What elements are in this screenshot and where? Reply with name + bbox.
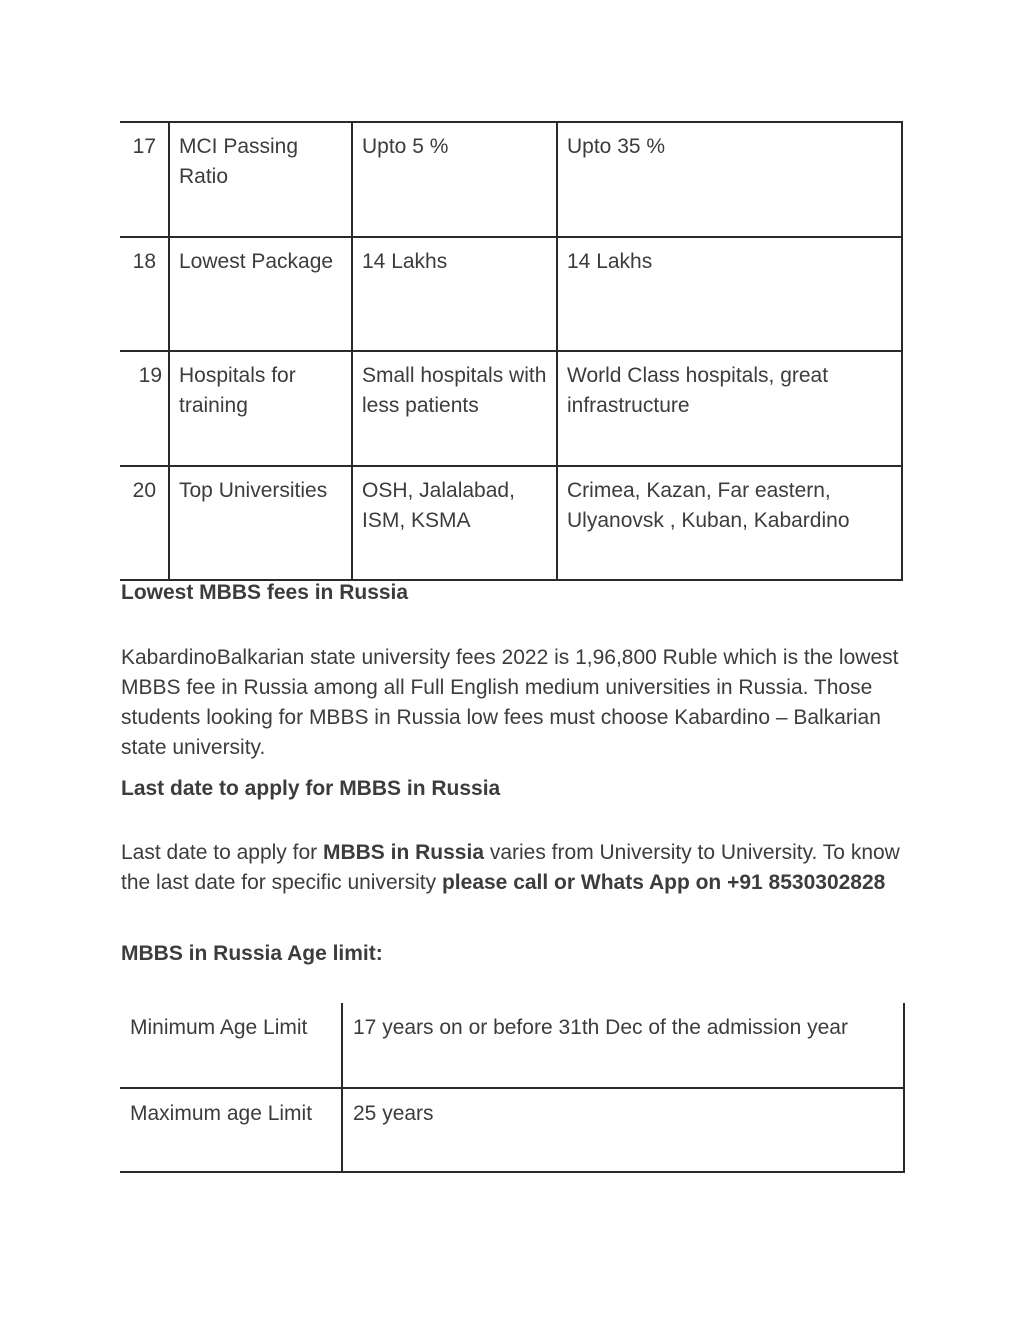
last-date-paragraph [121, 838, 911, 898]
age-heading: MBBS in Russia Age limit: [121, 942, 383, 965]
criterion-cell: Lowest Package [169, 237, 352, 352]
russia-cell: World Class hospitals, great infrastructure [557, 351, 902, 466]
age-label-cell: Maximum age Limit [120, 1088, 342, 1173]
criterion-cell: Top Universities [169, 466, 352, 581]
age-limit-table [120, 1003, 905, 1173]
russia-cell: Crimea, Kazan, Far eastern, Ulyanovsk , Kuban, Kabardino [557, 466, 902, 581]
russia-cell: 14 Lakhs [557, 237, 902, 352]
row-number: 18 [120, 237, 169, 352]
fees-heading: Lowest MBBS fees in Russia [121, 581, 409, 604]
row-number: 20 [120, 466, 169, 581]
table-row [120, 237, 902, 352]
age-label-cell: Minimum Age Limit [120, 1003, 342, 1088]
contact-phone: please call or Whats App on +91 8530302828 [441, 871, 886, 894]
last-date-bold-mbbs: MBBS in Russia [322, 841, 484, 864]
table-row [120, 122, 902, 237]
row-number: 19 [120, 351, 169, 466]
fees-paragraph: KabardinoBalkarian state university fees 2022 is 1,96,800 Ruble which is the lowest MBBS fee in Russia among all Full English medium universities in Russia. Those students looking for MBBS in Russia low fees must choose Kabardino – Balkarian state university. [121, 646, 899, 759]
table-row [120, 351, 902, 466]
russia-cell: Upto 35 % [557, 122, 902, 237]
comparison-table [120, 121, 903, 581]
kyrgyzstan-cell: 14 Lakhs [352, 237, 557, 352]
last-date-heading: Last date to apply for MBBS in Russia [121, 777, 501, 800]
criterion-cell: Hospitals for training [169, 351, 352, 466]
table-row [120, 1088, 904, 1173]
kyrgyzstan-cell: Upto 5 % [352, 122, 557, 237]
table-row [120, 1003, 904, 1088]
row-number: 17 [120, 122, 169, 237]
last-date-text-2: varies from University to University. To know the last date for specific university [121, 841, 900, 894]
age-value-cell: 17 years on or before 31th Dec of the admission year [342, 1003, 904, 1088]
criterion-cell: MCI Passing Ratio [169, 122, 352, 237]
kyrgyzstan-cell: OSH, Jalalabad, ISM, KSMA [352, 466, 557, 581]
table-row [120, 466, 902, 581]
age-value-cell: 25 years [342, 1088, 904, 1173]
kyrgyzstan-cell: Small hospitals with less patients [352, 351, 557, 466]
last-date-text: Last date to apply for [121, 841, 323, 864]
